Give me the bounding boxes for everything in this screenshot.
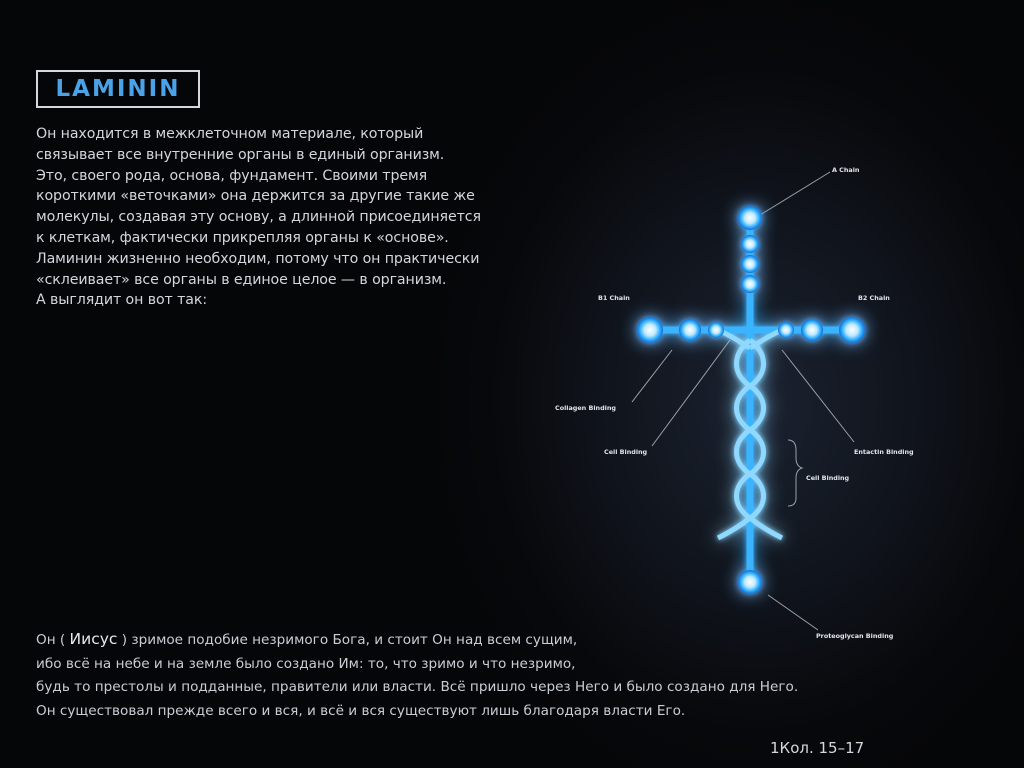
intro-line: «склеивает» все органы в единое целое — в организм. bbox=[36, 271, 447, 288]
intro-line: к клеткам, фактически прикрепляя органы к «основе». bbox=[36, 229, 449, 246]
label-collagen-binding: Collagen Binding bbox=[555, 404, 616, 412]
label-proteoglycan-binding: Proteoglycan Binding bbox=[816, 632, 894, 640]
quote-suffix: ) зримое подобие незримого Бога, и стоит Он над всем сущим, bbox=[121, 632, 578, 648]
intro-line: Он находится в межклеточном материале, который bbox=[36, 126, 424, 142]
label-cell-binding-left: Cell Binding bbox=[604, 448, 648, 456]
label-a-chain: A Chain bbox=[832, 166, 860, 174]
laminin-molecule-diagram bbox=[540, 150, 960, 650]
intro-line: короткими «веточками» она держится за другие такие же bbox=[36, 188, 475, 205]
intro-line: А выглядит он вот так: bbox=[36, 292, 208, 309]
intro-line: Ламинин жизненно необходим, потому что он практически bbox=[36, 250, 480, 267]
label-entactin-binding: Entactin Binding bbox=[854, 448, 914, 456]
title-frame bbox=[36, 70, 200, 108]
leader-a-chain bbox=[752, 172, 830, 220]
leader-collagen bbox=[632, 350, 672, 402]
molecule-glow bbox=[637, 206, 865, 594]
quote-name: Иисус bbox=[69, 630, 118, 648]
quote-line: будь то престолы и подданные, правители или власти. Всё пришло через Него и было создано для Него. bbox=[36, 679, 799, 695]
leader-cell-binding-left bbox=[652, 340, 730, 446]
intro-line: связывает все внутренние органы в единый организм. bbox=[36, 146, 445, 163]
cell-binding-brace bbox=[788, 440, 802, 506]
scripture-quote bbox=[36, 628, 996, 723]
quote-line: ибо всё на небе и на земле было создано Им: то, что зримо и что незримо, bbox=[36, 655, 576, 672]
leader-proteoglycan bbox=[768, 595, 818, 630]
intro-line: молекулы, создавая эту основу, а длинной присоединяется bbox=[36, 209, 481, 226]
quote-line: Он существовал прежде всего и вся, и всё и вся существуют лишь благодаря власти Его. bbox=[36, 702, 686, 719]
intro-line: Это, своего рода, основа, фундамент. Своими тремя bbox=[36, 167, 428, 184]
label-b2-chain: B2 Chain bbox=[858, 294, 890, 302]
label-b1-chain: B1 Chain bbox=[598, 294, 630, 302]
quote-prefix: Он ( bbox=[36, 632, 66, 648]
leader-entactin bbox=[782, 350, 854, 442]
label-cell-binding-right: Cell Binding bbox=[806, 474, 850, 482]
scripture-reference: 1Кол. 15–17 bbox=[770, 739, 865, 757]
page-title: LAMININ bbox=[55, 76, 181, 102]
quote-line bbox=[36, 628, 996, 653]
